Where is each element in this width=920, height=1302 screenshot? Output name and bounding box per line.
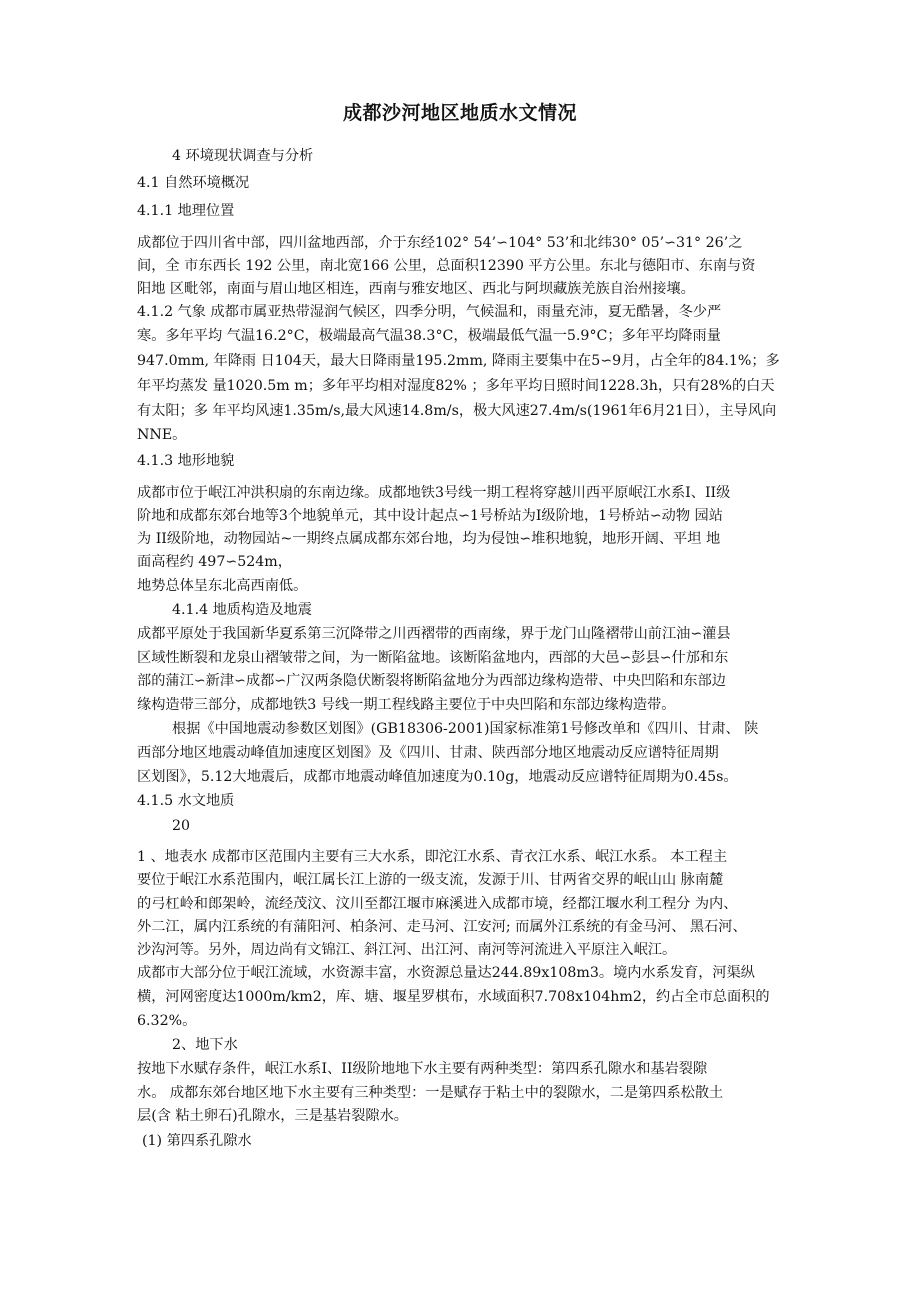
subsection-heading: 2、地下水 [172,1037,238,1053]
paragraph-line: 阳地 区毗邻，南面与眉山地区相连，西南与雅安地区、西北与阿坝藏族羌族自治州接壤。 [137,281,695,297]
paragraph-line: 层(含 粘土卵石)孔隙水，三是基岩裂隙水。 [137,1108,408,1124]
subsection-heading: 4.1.5 水文地质 [137,793,235,809]
paragraph-line: 西部分地区地震动峰值加速度区划图》及《四川、甘肃、陕西部分地区地震动反应谱特征周期 [137,745,719,761]
paragraph-line: 沙沟河等。另外，周边尚有文锦江、斜江河、出江河、南河等河流进入平原注入岷江。 [137,942,677,958]
paragraph-line: 按地下水赋存条件，岷江水系I、II级阶地地下水主要有两种类型：第四系孔隙水和基岩裂隙 [137,1061,708,1077]
paragraph-line: 成都市位于岷江冲洪积扇的东南边缘。成都地铁3号线一期工程将穿越川西平原岷江水系I、II级 [137,485,731,501]
paragraph-line: 成都位于四川省中部，四川盆地西部，介于东经102° 54’∽104° 53’和北纬30° 05’∽31° 26’之 [137,235,743,251]
paragraph-line: 根据《中国地震动参数区划图》(GB18306-2001)国家标准第1号修改单和《四川、甘肃、 陕 [172,721,759,737]
document-title: 成都沙河地区地质水文情况 [342,102,577,124]
paragraph-line: 横，河网密度达1000m/km2，库、塘、堰星罗棋布，水域面积7.708x104hm2，约占全市总面积的 [137,989,770,1005]
subsection-heading: 4.1.3 地形地貌 [137,453,235,469]
paragraph-line: 部的蒲江∽新津∽成都∽广汉两条隐伏断裂将断陷盆地分为西部边缘构造带、中央凹陷和东部边 [137,673,726,689]
paragraph-line: 要位于岷江水系范围内，岷江属长江上游的一级支流，发源于川、甘两省交界的岷山山 脉南麓 [137,872,724,888]
paragraph-line: NNE。 [137,427,187,443]
paragraph-line: 1 、地表水 成都市区范围内主要有三大水系，即沱江水系、青衣江水系、岷江水系。 本工程主 [137,849,728,865]
paragraph-line: 区域性断裂和龙泉山褶皱带之间，为一断陷盆地。该断陷盆地内，西部的大邑∽彭县∽什邡和东 [137,650,729,666]
paragraph-line: 寒。多年平均 气温16.2°C，极端最高气温38.3°C，极端最低气温一5.9°C；多年平均降雨量 [137,328,721,344]
paragraph-line: 外二江，属内江系统的有蒲阳河、柏条河、走马河、江安河; 而属外江系统的有金马河、 黑石河、 [137,919,747,935]
paragraph-line: 为 II级阶地，动物园站~一期终点属成都东郊台地，均为侵蚀∽堆积地貌，地形开阔、平坦 地 [137,531,721,547]
paragraph-line: 4.1.2 气象 成都市属亚热带湿润气候区，四季分明，气候温和，雨量充沛，夏无酷暑，冬少严 [137,304,722,320]
paragraph-line: 成都市大部分位于岷江流域，水资源丰富，水资源总量达244.89x108m3。境内水系发育，河渠纵 [137,965,755,981]
paragraph-line: 地势总体呈东北高西南低。 [137,578,308,594]
paragraph-line: 成都平原处于我国新华夏系第三沉降带之川西褶带的西南缘，界于龙门山隆褶带山前江油∽灌县 [137,626,731,642]
subsection-heading: 4.1.4 地质构造及地震 [172,602,312,618]
paragraph-line: 有太阳；多 年平均风速1.35m/s,最大风速14.8m/s，极大风速27.4m/s(1961年6月21日），主导风向 [137,403,777,419]
subsection-heading: 4.1 自然环境概况 [137,175,250,191]
section-heading: 4 环境现状调查与分析 [172,148,314,164]
paragraph-line: 6.32%。 [137,1013,197,1029]
paragraph-line: 面高程约 497∽524m， [137,554,292,570]
paragraph-line: 的弓杠岭和郎架岭，流经茂汶、汶川至都江堰市麻溪进入成都市境，经都江堰水利工程分 为内、 [137,896,738,912]
paragraph-line: 947.0mm, 年降雨 日104天，最大日降雨量195.2mm, 降雨主要集中在5∽9月，占全年的84.1%；多 [137,353,780,369]
subsection-heading: 4.1.1 地理位置 [137,203,235,219]
paragraph-line: 间，全 市东西长 192 公里，南北宽166 公里，总面积12390 平方公里。东北与德阳市、东南与资 [137,258,756,274]
subsection-heading: (1) 第四系孔隙水 [142,1133,252,1149]
page-number: 20 [172,818,191,834]
paragraph-line: 水。 成都东郊台地区地下水主要有三种类型：一是赋存于粘土中的裂隙水，二是第四系松散土 [137,1085,724,1101]
paragraph-line: 阶地和成都东郊台地等3个地貌单元，其中设计起点∽1号桥站为I级阶地，1号桥站∽动物 园站 [137,508,723,524]
paragraph-line: 缘构造带三部分，成都地铁3 号线一期工程线路主要位于中央凹陷和东部边缘构造带。 [137,697,676,713]
paragraph-line: 区划图》，5.12大地震后，成都市地震动峰值加速度为0.10g，地震动反应谱特征周期为0.45s。 [137,769,738,785]
paragraph-line: 年平均蒸发 量1020.5m m；多年平均相对湿度82% ；多年平均日照时间1228.3h，只有28%的白天 [137,378,775,394]
